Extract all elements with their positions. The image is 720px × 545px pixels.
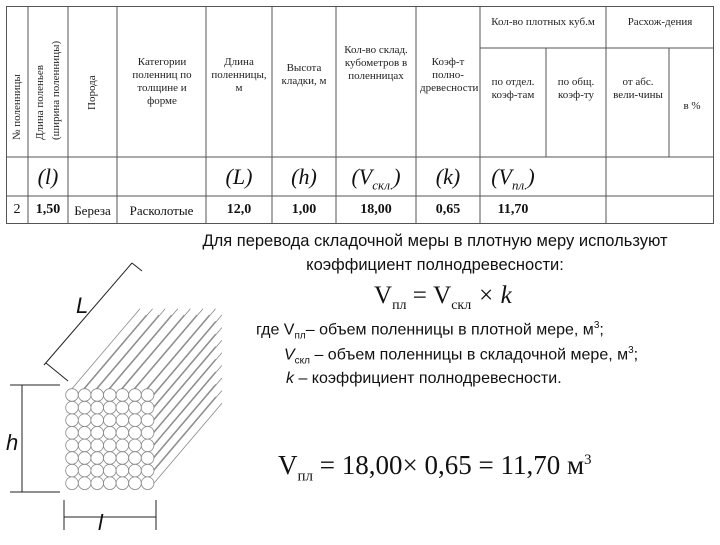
label-h: h xyxy=(6,430,19,455)
header-diff-group: Расхож-дения xyxy=(627,16,693,28)
row-num: 2 xyxy=(13,202,21,217)
table-grid xyxy=(6,6,714,230)
log-body-line xyxy=(154,378,222,458)
log-body-line xyxy=(148,372,216,452)
log-end xyxy=(116,401,129,414)
log-body-line xyxy=(78,315,146,395)
log-end xyxy=(141,477,154,490)
log-end xyxy=(66,427,79,440)
log-end xyxy=(129,477,142,490)
log-end xyxy=(129,464,142,477)
log-end xyxy=(141,439,154,452)
label-l: l xyxy=(98,510,103,535)
woodpile-drawing xyxy=(0,255,250,540)
header-log-length: Длина поленьев xyxy=(34,65,46,140)
header-stack-width: (ширина поленницы) xyxy=(50,40,62,140)
log-end xyxy=(91,452,104,465)
main-formula: $V_{пл} = V_{скл} \times k$ xyxy=(374,282,512,313)
log-end xyxy=(104,427,117,440)
log-body-line xyxy=(148,309,216,389)
symbol-l: (l) xyxy=(37,164,59,189)
log-body-line xyxy=(148,359,216,439)
log-body-line xyxy=(148,384,216,464)
row-category: Расколотые xyxy=(129,203,194,218)
log-end xyxy=(66,389,79,402)
header-dense-group: Кол-во плотных куб.м xyxy=(491,16,595,28)
definition-v-pl: где $V_{пл}-$ объем поленницы в плотной мере, $м^3$; xyxy=(256,320,604,342)
log-end xyxy=(91,439,104,452)
log-end xyxy=(78,401,91,414)
log-end xyxy=(91,477,104,490)
intro-line-2: коэффициент полнодревесности: xyxy=(306,256,564,274)
header-diff-pct: в % xyxy=(683,100,701,112)
data-table xyxy=(6,6,714,230)
log-body-line xyxy=(154,340,222,420)
log-end xyxy=(91,401,104,414)
log-end xyxy=(116,414,129,427)
log-end xyxy=(116,477,129,490)
log-end xyxy=(91,464,104,477)
log-body-line xyxy=(154,353,222,433)
log-end xyxy=(116,389,129,402)
header-volume-stack: Кол-во склад. кубометров в поленницах xyxy=(344,44,408,82)
definition-v-skl: $V_{скл}$ – объем поленницы в складочной мере, $м^3$; xyxy=(284,345,639,367)
log-end xyxy=(66,464,79,477)
symbol-k: (k) xyxy=(435,164,461,189)
symbol-L: (L) xyxy=(225,164,253,189)
log-end xyxy=(66,477,79,490)
log-end xyxy=(141,464,154,477)
row-length: 12,0 xyxy=(226,202,252,217)
log-end xyxy=(116,427,129,440)
log-end xyxy=(78,464,91,477)
log-end xyxy=(129,401,142,414)
log-end xyxy=(129,389,142,402)
symbol-h: (h) xyxy=(291,164,317,189)
label-L: L xyxy=(76,293,89,318)
log-end xyxy=(141,389,154,402)
calculation: $V_{пл} = 18,00\times 0,65 = 11,70$ $м^3$ xyxy=(278,450,592,485)
log-end xyxy=(78,477,91,490)
log-end xyxy=(129,439,142,452)
log-end xyxy=(116,452,129,465)
log-end xyxy=(78,389,91,402)
log-body-line xyxy=(148,347,216,427)
log-end xyxy=(104,464,117,477)
log-end xyxy=(91,414,104,427)
log-end xyxy=(66,401,79,414)
header-dense-separate: по отдел. коэф-там xyxy=(491,76,535,101)
row-coef: 0,65 xyxy=(435,202,461,217)
symbol-v-skl: $(V_{скл.})$ xyxy=(351,164,401,193)
header-num: № поленницы xyxy=(11,74,23,140)
header-species: Порода xyxy=(86,75,98,110)
log-end xyxy=(129,452,142,465)
row-species: Береза xyxy=(74,203,111,218)
log-end xyxy=(129,427,142,440)
log-end xyxy=(141,414,154,427)
header-diff-abs: от абс. вели-чины xyxy=(613,76,663,101)
log-end xyxy=(116,464,129,477)
log-end xyxy=(104,389,117,402)
log-end xyxy=(78,414,91,427)
row-log-length: 1,50 xyxy=(35,202,61,217)
log-body-line xyxy=(154,403,222,483)
log-end xyxy=(104,439,117,452)
woodpile-diagram xyxy=(0,255,250,540)
log-body-line xyxy=(154,365,222,445)
header-dense-total: по общ. коэф-ту xyxy=(557,76,595,101)
log-end xyxy=(104,401,117,414)
log-end xyxy=(78,427,91,440)
log-end xyxy=(66,452,79,465)
log-end xyxy=(78,439,91,452)
log-end xyxy=(141,401,154,414)
log-end xyxy=(104,452,117,465)
header-length: Длина поленницы, м xyxy=(211,56,267,94)
log-end xyxy=(129,414,142,427)
log-end xyxy=(141,452,154,465)
header-coef: Коэф-т полно-древесности xyxy=(420,56,479,94)
row-volume-stack: 18,00 xyxy=(360,202,392,217)
log-end xyxy=(66,439,79,452)
log-end xyxy=(78,452,91,465)
header-height: Высота кладки, м xyxy=(281,62,327,87)
log-end xyxy=(104,414,117,427)
log-end xyxy=(116,439,129,452)
log-end xyxy=(104,477,117,490)
log-end xyxy=(91,427,104,440)
log-end xyxy=(66,414,79,427)
intro-line-1: Для перевода складочной меры в плотную меру используют xyxy=(202,232,668,250)
row-dense: 11,70 xyxy=(497,202,529,217)
log-body-line xyxy=(148,397,216,477)
symbol-v-pl: $(V_{пл.})$ xyxy=(491,164,535,193)
header-category: Категории поленниц по толщине и форме xyxy=(132,56,192,107)
log-end xyxy=(91,389,104,402)
log-body-line xyxy=(154,391,222,471)
log-end xyxy=(141,427,154,440)
row-height: 1,00 xyxy=(291,202,317,217)
definition-k: k – коэффициент полнодревесности. xyxy=(286,370,562,387)
